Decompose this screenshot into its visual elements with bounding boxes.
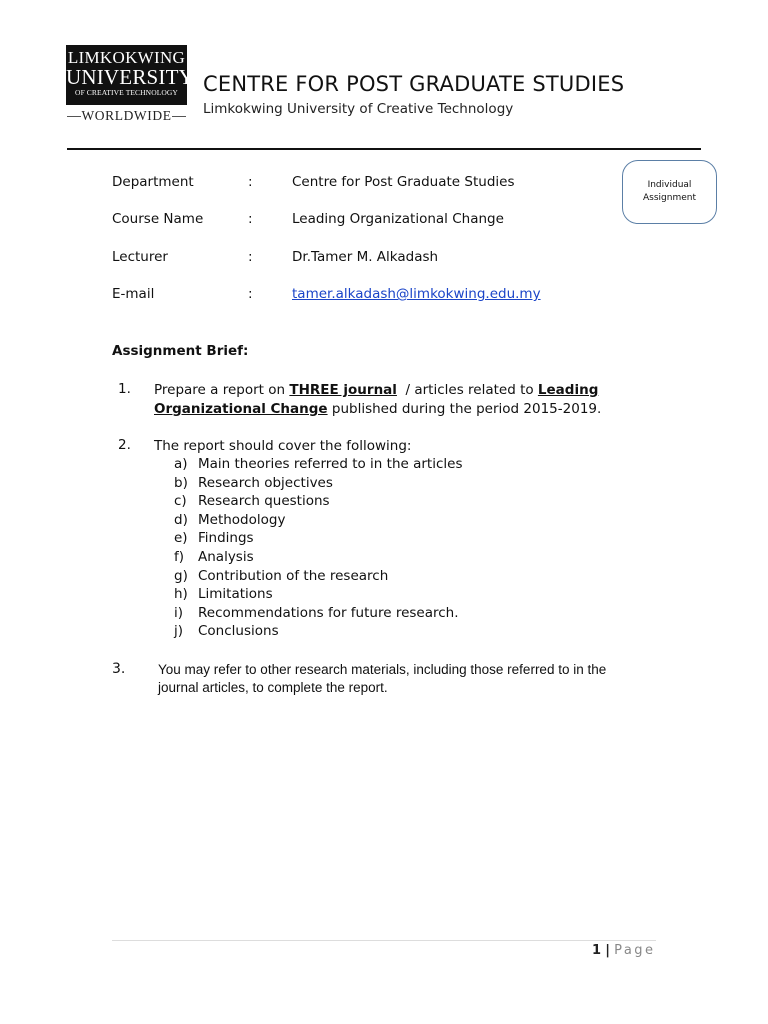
list-item-text: Research objectives: [198, 474, 333, 491]
item-3-number: 3.: [112, 661, 126, 677]
list-item: [174, 492, 462, 511]
list-item-letter: j): [174, 623, 184, 640]
email-label: E-mail: [112, 286, 155, 302]
logo-rule-right: [172, 116, 186, 117]
page-footer: [592, 943, 656, 958]
list-item: [174, 622, 462, 641]
list-item: [174, 567, 462, 586]
department-label: Department: [112, 174, 194, 190]
item-1-emphasis-a: THREE journal: [289, 382, 397, 398]
brief-heading: Assignment Brief:: [112, 343, 249, 359]
badge-line-2: Assignment: [643, 193, 696, 203]
item-3-text: You may refer to other research materials, including those referred to in the journal articles, to complete the report.: [158, 662, 607, 695]
list-item-letter: b): [174, 474, 188, 491]
header-divider: [67, 148, 701, 150]
badge-line-1: Individual: [647, 180, 692, 190]
lecturer-label: Lecturer: [112, 249, 168, 265]
list-item-letter: h): [174, 586, 188, 603]
email-value: [292, 286, 541, 302]
page-divider: |: [605, 943, 610, 958]
logo-rule-left: [67, 116, 81, 117]
list-item-text: Methodology: [198, 511, 286, 528]
department-value: Centre for Post Graduate Studies: [292, 174, 515, 190]
logo-line-2: UNIVERSITY: [66, 65, 194, 89]
list-item-letter: d): [174, 511, 188, 528]
course-value: Leading Organizational Change: [292, 211, 504, 227]
university-logo: [66, 45, 194, 126]
email-separator: :: [248, 286, 253, 302]
list-item-text: Analysis: [198, 548, 254, 565]
course-separator: :: [248, 211, 253, 227]
list-item-letter: g): [174, 567, 188, 584]
list-item-text: Recommendations for future research.: [198, 604, 459, 621]
page-number: 1: [592, 943, 602, 958]
list-item-text: Research questions: [198, 493, 330, 510]
item-1-text-a: Prepare a report on: [154, 382, 290, 398]
item-1-number: 1.: [118, 381, 131, 397]
email-link[interactable]: tamer.alkadash@limkokwing.edu.my: [292, 286, 541, 302]
lecturer-value: Dr.Tamer M. Alkadash: [292, 249, 439, 265]
list-item: [174, 548, 462, 567]
list-item: [174, 474, 462, 493]
logo-worldwide: [66, 107, 187, 125]
list-item: [174, 604, 462, 623]
list-item-text: Limitations: [198, 586, 273, 603]
list-item-text: Conclusions: [198, 623, 279, 640]
list-item: [174, 585, 462, 604]
logo-block: [66, 45, 194, 105]
list-item-letter: i): [174, 604, 184, 621]
item-1-text: [154, 381, 634, 419]
list-item-letter: a): [174, 456, 188, 472]
item-1-text-c: published during the period 2015-2019.: [327, 401, 602, 417]
item-2-text: The report should cover the following:: [154, 438, 412, 454]
item-2-number: 2.: [118, 437, 131, 453]
list-item: [174, 511, 462, 530]
list-item-text: Contribution of the research: [198, 567, 389, 584]
list-item-letter: c): [174, 493, 187, 510]
page-title: CENTRE FOR POST GRADUATE STUDIES: [203, 72, 625, 96]
course-label: Course Name: [112, 211, 204, 227]
lecturer-separator: :: [248, 249, 253, 265]
department-separator: :: [248, 174, 253, 190]
list-item: [174, 455, 462, 474]
page-subtitle: Limkokwing University of Creative Technology: [203, 101, 514, 117]
report-coverage-list: [174, 455, 462, 641]
item-1-emphasis-b: Leading Organizational Change: [154, 382, 599, 417]
logo-line-3: OF CREATIVE TECHNOLOGY: [75, 88, 178, 97]
list-item: [174, 529, 462, 548]
logo-worldwide-text: WORLDWIDE: [81, 108, 172, 123]
list-item-text: Findings: [198, 530, 254, 547]
assignment-type-badge: [622, 160, 717, 224]
item-1-text-b: / articles related to: [396, 382, 538, 398]
page-label: Page: [614, 943, 656, 958]
list-item-text: Main theories referred to in the articles: [198, 456, 463, 472]
list-item-letter: e): [174, 530, 188, 547]
list-item-letter: f): [174, 548, 185, 565]
logo-line-1: LIMKOKWING: [67, 48, 186, 67]
footer-divider: [112, 940, 656, 941]
